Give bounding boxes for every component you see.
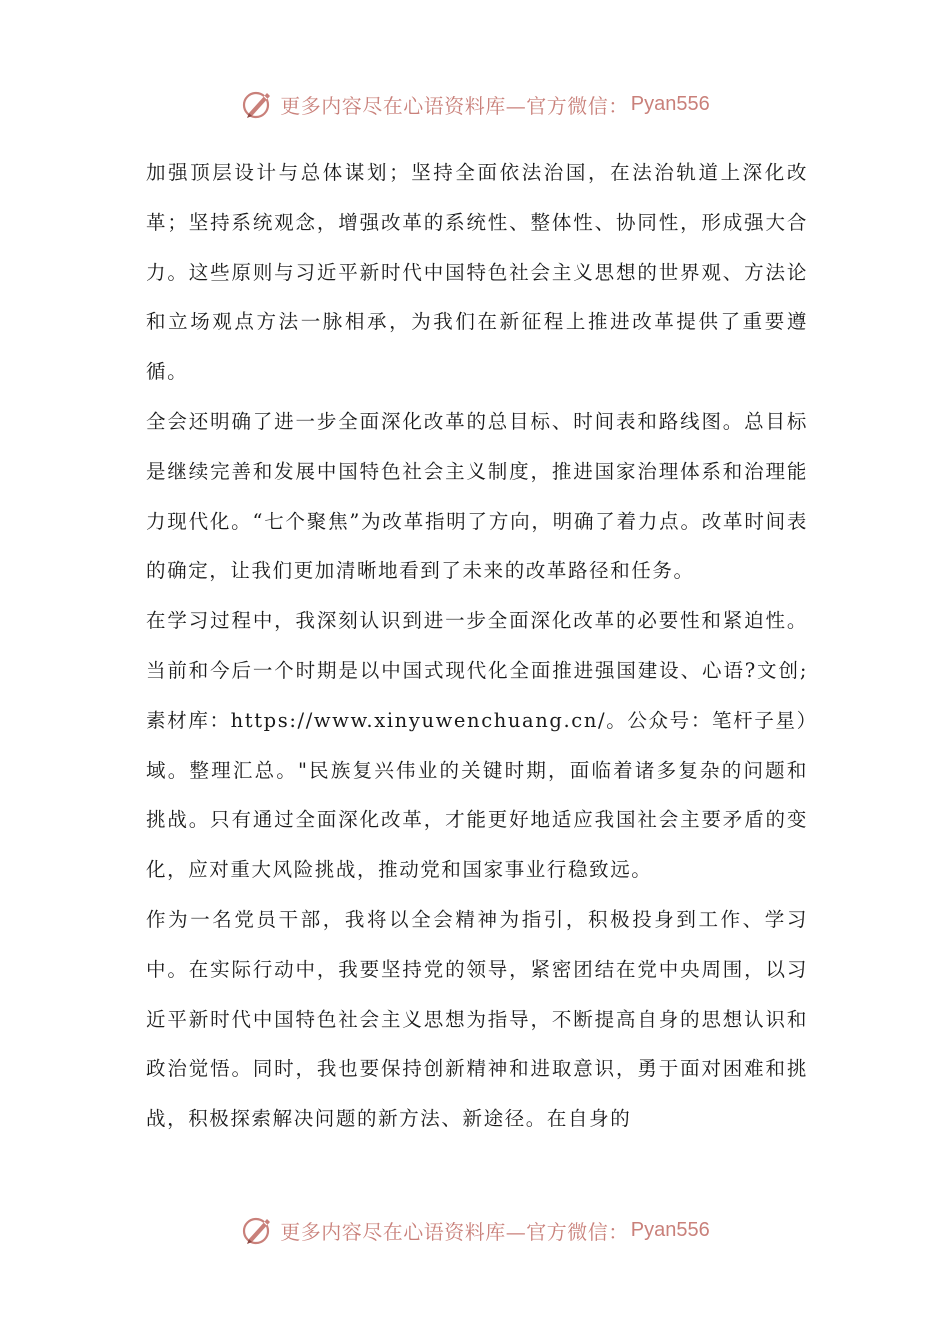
paragraph-2: 全会还明确了进一步全面深化改革的总目标、时间表和路线图。总目标是继续完善和发展中国特色社会主义制度，推进国家治理体系和治理能力现代化。“七个聚焦”为改革指明了方向，明确了着力点。改革时间表的确定，让我们更加清晰地看到了未来的改革路径和任务。 — [146, 409, 808, 583]
header-banner — [0, 82, 950, 126]
footer-wechat-id: Pyan556 — [630, 1218, 710, 1241]
footer-banner — [0, 1208, 950, 1252]
pen-logo-icon — [240, 86, 276, 122]
header-banner-text: 更多内容尽在心语资料库—官方微信： — [280, 93, 629, 118]
paragraph-3: 在学习过程中，我深刻认识到进一步全面深化改革的必要性和紧迫性。当前和今后一个时期是以中国式现代化全面推进强国建设、心语?文创;素材库：https://www.xinyuwenchuang.cn/。公众号：笔杆子星）域。整理汇总。"民族复兴伟业的关键时期，面临着诸多复杂的问题和挑战。只有通过全面深化改革，才能更好地适应我国社会主要矛盾的变化，应对重大风险挑战，推动党和国家事业行稳致远。 — [146, 609, 808, 882]
paragraph-1: 加强顶层设计与总体谋划；坚持全面依法治国，在法治轨道上深化改革；坚持系统观念，增强改革的系统性、整体性、协同性，形成强大合力。这些原则与习近平新时代中国特色社会主义思想的世界观、方法论和立场观点方法一脉相承，为我们在新征程上推进改革提供了重要遵循。 — [146, 161, 808, 384]
pen-logo-icon — [240, 1212, 276, 1248]
paragraph-4: 作为一名党员干部，我将以全会精神为指引，积极投身到工作、学习中。在实际行动中，我要坚持党的领导，紧密团结在党中央周围，以习近平新时代中国特色社会主义思想为指导，不断提高自身的思想认识和政治觉悟。同时，我也要保持创新精神和进取意识，勇于面对困难和挑战，积极探索解决问题的新方法、新途径。在自身的 — [146, 907, 808, 1131]
header-wechat-id: Pyan556 — [630, 92, 710, 115]
document-body — [146, 148, 808, 1144]
footer-banner-text: 更多内容尽在心语资料库—官方微信： — [280, 1219, 629, 1244]
